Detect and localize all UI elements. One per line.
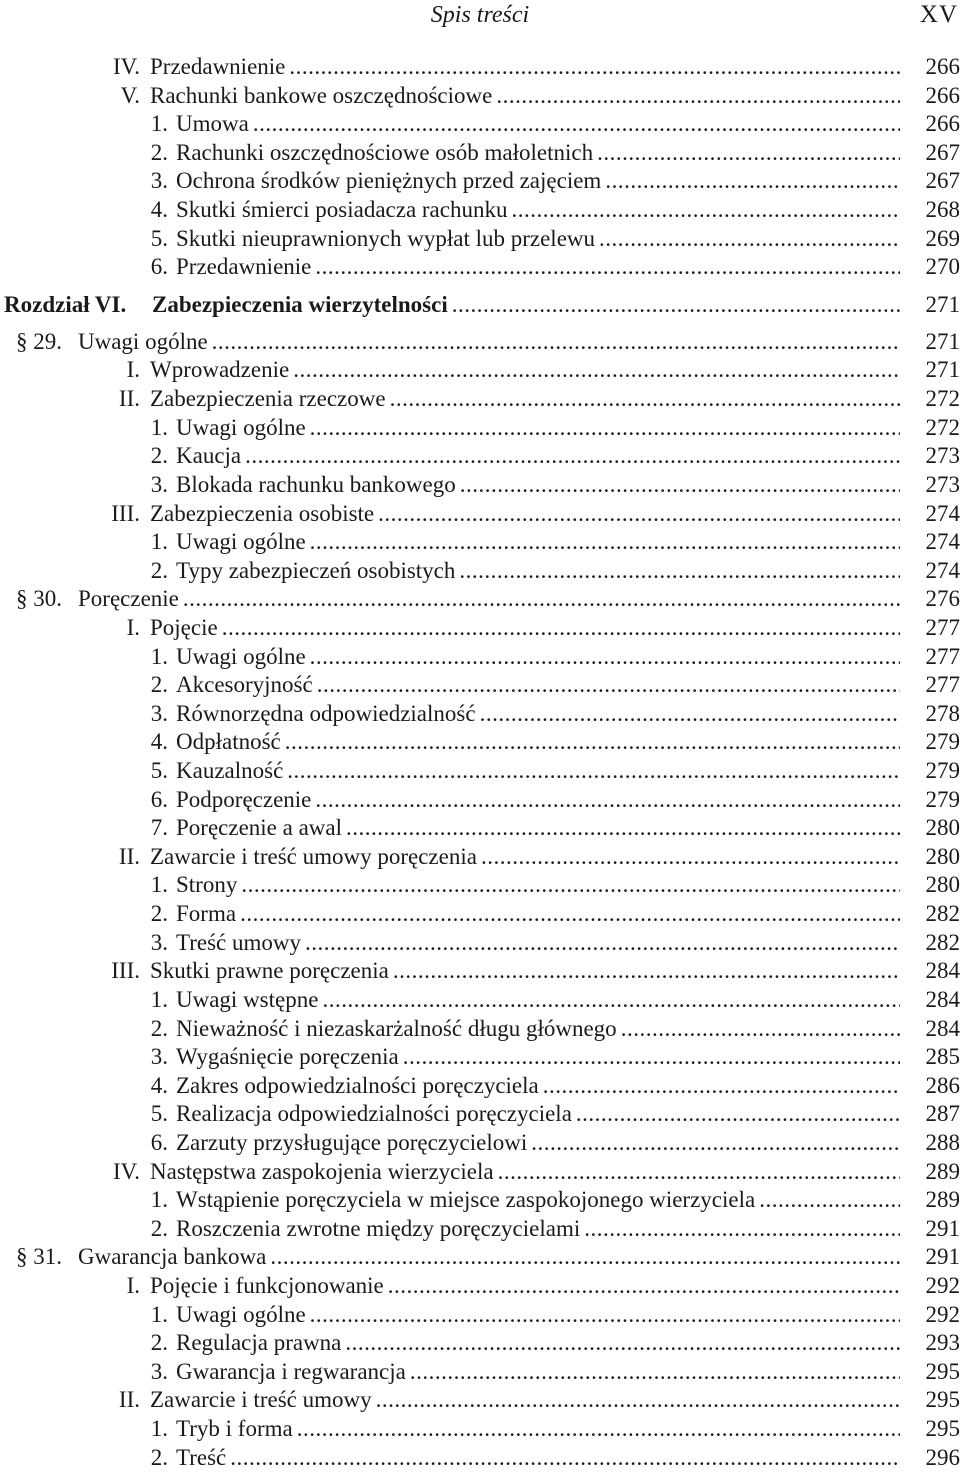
toc-entry [0, 139, 960, 168]
toc-entry-label: 3. [150, 700, 168, 726]
toc-entry-title: Równorzędna odpowiedzialność [176, 700, 476, 726]
toc-entry-title-with-leader [176, 1100, 900, 1129]
toc-entry-page: 272 [925, 414, 960, 440]
toc-entry-title-with-leader [78, 328, 900, 357]
toc-entry-title-with-leader [176, 442, 900, 471]
toc-entry-title-with-leader [176, 1186, 900, 1215]
dot-leader [496, 82, 900, 111]
toc-entry-title: Poręczenie [78, 586, 179, 612]
toc-entry-label: 6. [150, 786, 168, 812]
toc-entry-title: Realizacja odpowiedzialności poręczyciela [176, 1101, 572, 1127]
toc-entry-page: 267 [925, 168, 960, 194]
toc-entry-label: 3. [150, 471, 168, 497]
toc-entry-title: Uwagi ogólne [176, 643, 306, 669]
dot-leader [390, 385, 900, 414]
toc-entry-page: 295 [925, 1416, 960, 1442]
toc-entry-page: 279 [925, 786, 960, 812]
toc-entry-title: Uwagi ogólne [78, 328, 208, 354]
toc-entry-page: 291 [925, 1244, 960, 1270]
toc-entry-title: Kaucja [176, 443, 242, 469]
toc-entry-title-with-leader [150, 500, 900, 529]
dot-leader [305, 929, 900, 958]
toc-entry-label: 1. [150, 1416, 168, 1442]
toc-entry-title-with-leader [176, 253, 900, 282]
toc-entry-title-with-leader [176, 528, 900, 557]
toc-entry-page: 286 [925, 1072, 960, 1098]
toc-entry-label: § 30. [16, 586, 62, 612]
dot-leader [378, 500, 900, 529]
toc-entry [0, 53, 960, 82]
dot-leader [605, 167, 900, 196]
toc-entry-label: 4. [150, 729, 168, 755]
toc-entry-title: Roszczenia zwrotne między poręczycielami [176, 1215, 581, 1241]
toc-entry-page: 274 [925, 529, 960, 555]
toc-entry-title-with-leader [176, 414, 900, 443]
dot-leader [759, 1186, 900, 1215]
toc-entry [0, 282, 960, 328]
toc-entry [0, 700, 960, 729]
toc-entry-label: II. [118, 843, 140, 869]
toc-entry [0, 82, 960, 111]
toc-entry-title: Treść [176, 1444, 227, 1470]
page-number: XV [919, 1, 958, 28]
toc-entry-title: Pojęcie [150, 614, 218, 640]
toc-entry-label: 4. [150, 1072, 168, 1098]
dot-leader [481, 843, 900, 872]
toc-entry [0, 643, 960, 672]
toc-entry-title: Wygaśnięcie poręczenia [176, 1044, 399, 1070]
toc-entry-title: Blokada rachunku bankowego [176, 471, 456, 497]
dot-leader [480, 700, 900, 729]
toc-entry-title-with-leader [176, 471, 900, 500]
toc-entry-title: Kauzalność [176, 758, 284, 784]
toc-entry-title-with-leader [176, 671, 900, 700]
toc-entry-title: Pojęcie i funkcjonowanie [150, 1272, 384, 1298]
toc-entry-title-with-leader [176, 1215, 900, 1244]
toc-entry-title: Następstwa zaspokojenia wierzyciela [150, 1158, 494, 1184]
toc-entry [0, 225, 960, 254]
dot-leader [293, 356, 900, 385]
toc-entry-label: 2. [150, 1015, 168, 1041]
toc-entry [0, 557, 960, 586]
toc-entry-label: 3. [150, 168, 168, 194]
toc-entry [0, 986, 960, 1015]
dot-leader [322, 986, 900, 1015]
toc-entry [0, 814, 960, 843]
toc-entry-title: Ochrona środków pieniężnych przed zajęciem [176, 168, 602, 194]
toc-entry-page: 291 [925, 1215, 960, 1241]
toc-entry-title: Wprowadzenie [150, 357, 290, 383]
toc-entry [0, 110, 960, 139]
dot-leader [310, 414, 900, 443]
toc-entry-title-with-leader [176, 139, 900, 168]
dot-leader [183, 585, 900, 614]
toc-entry-title-with-leader [176, 1043, 900, 1072]
toc-entry-label: § 29. [16, 328, 62, 354]
page-header [0, 0, 960, 34]
dot-leader [315, 253, 900, 282]
toc-entry-title: Przedawnienie [150, 54, 286, 79]
dot-leader [253, 110, 900, 139]
toc-entry-title: Typy zabezpieczeń osobistych [176, 557, 456, 583]
toc-entry [0, 1129, 960, 1158]
toc-entry-label: 2. [150, 1330, 168, 1356]
toc-entry-label: 1. [150, 643, 168, 669]
toc-entry [0, 1329, 960, 1358]
dot-leader [310, 1301, 900, 1330]
toc-entry-page: 295 [925, 1387, 960, 1413]
toc-entry-title-with-leader [78, 585, 900, 614]
dot-leader [285, 728, 900, 757]
toc-entry-title-with-leader [150, 82, 900, 111]
toc-entry-title-with-leader [150, 53, 900, 82]
toc-entry-title-with-leader [176, 196, 900, 225]
dot-leader [576, 1100, 900, 1129]
toc-entry-page: 276 [925, 586, 960, 612]
toc-entry-page: 274 [925, 500, 960, 526]
toc-entry-title: Zarzuty przysługujące poręczycielowi [176, 1129, 528, 1155]
toc-entry-title: Akcesoryjność [176, 672, 313, 698]
toc-entry [0, 1243, 960, 1272]
toc-entry-label: 5. [150, 758, 168, 784]
toc-entry [0, 1015, 960, 1044]
toc-entry-title-with-leader [176, 786, 900, 815]
toc-entry-title: Uwagi ogólne [176, 1301, 306, 1327]
dot-leader [310, 528, 900, 557]
toc-entry-title-with-leader [150, 843, 900, 872]
toc-entry-page: 280 [925, 815, 960, 841]
toc-entry-title-with-leader [176, 814, 900, 843]
toc-entry-title-with-leader [176, 110, 900, 139]
toc-entry-page: 266 [925, 111, 960, 137]
toc-entry-page: 289 [925, 1187, 960, 1213]
toc-entry-title-with-leader [176, 871, 900, 900]
toc-entry-title: Zabezpieczenia rzeczowe [150, 386, 386, 412]
dot-leader [241, 871, 900, 900]
toc-entry-label: I. [126, 1272, 140, 1298]
toc-entry-page: 292 [925, 1301, 960, 1327]
toc-entry-title: Zabezpieczenia wierzytelności [152, 291, 448, 317]
toc-entry [0, 1301, 960, 1330]
toc-entry-title: Poręczenie a awal [176, 815, 343, 841]
toc-entry-title-with-leader [150, 356, 900, 385]
toc-entry-title-with-leader [176, 929, 900, 958]
toc-entry-label: 1. [150, 111, 168, 137]
toc-entry-page: 285 [925, 1044, 960, 1070]
dot-leader [212, 328, 900, 357]
dot-leader [230, 1444, 900, 1472]
toc-entry-label: § 31. [16, 1244, 62, 1270]
toc-entry-page: 270 [925, 254, 960, 280]
toc-entry-title: Wstąpienie poręczyciela w miejsce zaspokojonego wierzyciela [176, 1187, 756, 1213]
toc-entry [0, 385, 960, 414]
toc-entry-title-with-leader [150, 1386, 900, 1415]
toc-entry [0, 929, 960, 958]
toc-entry [0, 1043, 960, 1072]
toc-entry-title-with-leader [176, 1015, 900, 1044]
toc-entry-page: 273 [925, 443, 960, 469]
toc-entry-label: III. [111, 500, 140, 526]
toc-entry [0, 957, 960, 986]
toc-entry-title-with-leader [150, 1272, 900, 1301]
dot-leader [310, 643, 900, 672]
dot-leader [531, 1129, 900, 1158]
toc-entry-title-with-leader [176, 728, 900, 757]
toc-entry-title: Tryb i forma [176, 1416, 293, 1442]
toc-entry [0, 871, 960, 900]
toc-entry-page: 267 [925, 139, 960, 165]
dot-leader [345, 1329, 900, 1358]
toc-entry-title: Rachunki oszczędnościowe osób małoletnich [176, 139, 594, 165]
toc-entry-label: 2. [150, 1444, 168, 1470]
toc-entry-page: 289 [925, 1158, 960, 1184]
toc-entry-page: 280 [925, 872, 960, 898]
toc-entry-title-with-leader [150, 1158, 900, 1187]
toc-entry-label: I. [126, 357, 140, 383]
toc-entry-page: 273 [925, 471, 960, 497]
toc-entry-label: 7. [150, 815, 168, 841]
toc-entry-title: Skutki prawne poręczenia [150, 958, 389, 984]
toc-entry-label: 5. [150, 225, 168, 251]
toc-entry-label: 4. [150, 197, 168, 223]
dot-leader [346, 814, 900, 843]
toc-entry-title: Zabezpieczenia osobiste [150, 500, 375, 526]
dot-leader [403, 1043, 900, 1072]
toc-entry [0, 167, 960, 196]
toc-entry-page: 279 [925, 729, 960, 755]
toc-entry-page: 282 [925, 901, 960, 927]
toc-entry-page: 278 [925, 700, 960, 726]
toc-entry [0, 328, 960, 357]
toc-entry-title: Zawarcie i treść umowy [150, 1387, 372, 1413]
toc-entry [0, 671, 960, 700]
toc-entry-title: Odpłatność [176, 729, 281, 755]
toc-entry-title: Uwagi ogólne [176, 414, 306, 440]
dot-leader [240, 900, 900, 929]
toc-entry-label: I. [126, 614, 140, 640]
toc-entry-label: 6. [150, 1129, 168, 1155]
dot-leader [543, 1072, 900, 1101]
toc-entry-page: 269 [925, 225, 960, 251]
toc-entry [0, 1444, 960, 1472]
toc-entry-label: 2. [150, 901, 168, 927]
toc-entry-title-with-leader [150, 614, 900, 643]
toc-entry [0, 1215, 960, 1244]
toc-entry-page: 279 [925, 758, 960, 784]
toc-entry-label: II. [118, 386, 140, 412]
dot-leader [222, 614, 900, 643]
toc-entry-title-with-leader [152, 282, 900, 328]
dot-leader [315, 786, 900, 815]
toc-entry-title: Umowa [176, 111, 249, 137]
toc-entry-title: Regulacja prawna [176, 1330, 342, 1356]
table-of-contents [0, 53, 960, 1472]
dot-leader [621, 1015, 900, 1044]
toc-entry-label: 3. [150, 1044, 168, 1070]
toc-entry-title-with-leader [176, 1301, 900, 1330]
toc-entry-title-with-leader [176, 1358, 900, 1387]
dot-leader [459, 557, 900, 586]
toc-entry-page: 271 [925, 328, 960, 354]
toc-entry-title: Uwagi wstępne [176, 986, 319, 1012]
toc-entry-label: 2. [150, 443, 168, 469]
toc-entry-label: V. [120, 82, 140, 108]
toc-entry-title: Rachunki bankowe oszczędnościowe [150, 82, 493, 108]
dot-leader [376, 1386, 900, 1415]
dot-leader [460, 471, 900, 500]
toc-entry-page: 292 [925, 1272, 960, 1298]
dot-leader [498, 1158, 900, 1187]
toc-entry-title-with-leader [176, 900, 900, 929]
toc-entry-title-with-leader [176, 1072, 900, 1101]
dot-leader [511, 196, 900, 225]
toc-entry-label: 1. [150, 986, 168, 1012]
dot-leader [245, 442, 900, 471]
toc-entry [0, 585, 960, 614]
toc-entry-title-with-leader [176, 643, 900, 672]
toc-entry-page: 284 [925, 986, 960, 1012]
toc-entry-page: 288 [925, 1129, 960, 1155]
toc-entry-title-with-leader [176, 757, 900, 786]
toc-entry [0, 528, 960, 557]
toc-entry [0, 1415, 960, 1444]
toc-entry-title-with-leader [176, 167, 900, 196]
toc-entry-title-with-leader [176, 225, 900, 254]
dot-leader [388, 1272, 900, 1301]
toc-entry [0, 614, 960, 643]
toc-entry-title-with-leader [176, 986, 900, 1015]
toc-entry-title: Skutki nieuprawnionych wypłat lub przelewu [176, 225, 596, 251]
toc-entry-title: Skutki śmierci posiadacza rachunku [176, 197, 508, 223]
toc-entry-label: II. [118, 1387, 140, 1413]
dot-leader [287, 757, 900, 786]
toc-entry [0, 1272, 960, 1301]
toc-entry-title: Gwarancja bankowa [78, 1244, 267, 1270]
toc-entry [0, 900, 960, 929]
dot-leader [599, 225, 900, 254]
toc-entry [0, 471, 960, 500]
toc-entry-label: IV. [112, 54, 140, 79]
toc-entry-label: 6. [150, 254, 168, 280]
toc-entry-page: 271 [925, 357, 960, 383]
toc-entry-page: 296 [925, 1444, 960, 1470]
toc-entry-title-with-leader [176, 557, 900, 586]
toc-entry-label: 3. [150, 929, 168, 955]
toc-entry-title: Podporęczenie [176, 786, 312, 812]
toc-entry [0, 253, 960, 282]
toc-entry-title: Zakres odpowiedzialności poręczyciela [176, 1072, 539, 1098]
toc-entry-label: 1. [150, 529, 168, 555]
toc-entry-label: 1. [150, 1187, 168, 1213]
toc-entry-label: III. [111, 958, 140, 984]
toc-entry-label: IV. [112, 1158, 140, 1184]
dot-leader [410, 1358, 900, 1387]
toc-entry-page: 268 [925, 197, 960, 223]
toc-entry [0, 843, 960, 872]
dot-leader [317, 671, 900, 700]
toc-entry-label: 2. [150, 672, 168, 698]
toc-entry-title-with-leader [176, 1444, 900, 1472]
toc-entry [0, 1358, 960, 1387]
toc-entry [0, 1386, 960, 1415]
dot-leader [452, 282, 900, 328]
toc-entry-title-with-leader [176, 1415, 900, 1444]
toc-entry-page: 277 [925, 672, 960, 698]
toc-entry-title: Gwarancja i regwarancja [176, 1358, 406, 1384]
toc-entry-title: Forma [176, 901, 237, 927]
dot-leader [289, 53, 900, 82]
toc-entry-title: Przedawnienie [176, 254, 312, 280]
dot-leader [270, 1243, 900, 1272]
toc-entry-label: 1. [150, 414, 168, 440]
toc-entry-page: 295 [925, 1358, 960, 1384]
toc-entry-label: 1. [150, 1301, 168, 1327]
toc-entry [0, 442, 960, 471]
toc-entry-title-with-leader [150, 385, 900, 414]
toc-entry-title-with-leader [176, 700, 900, 729]
toc-entry-page: 272 [925, 386, 960, 412]
toc-entry-label: 5. [150, 1101, 168, 1127]
toc-entry-page: 282 [925, 929, 960, 955]
toc-entry-label: 2. [150, 139, 168, 165]
toc-entry [0, 786, 960, 815]
toc-entry-page: 274 [925, 557, 960, 583]
toc-entry-title: Treść umowy [176, 929, 302, 955]
toc-entry-title: Nieważność i niezaskarżalność długu głównego [176, 1015, 617, 1041]
toc-entry-label: 2. [150, 557, 168, 583]
toc-entry-title-with-leader [150, 957, 900, 986]
toc-entry-page: 293 [925, 1330, 960, 1356]
toc-entry-label: 1. [150, 872, 168, 898]
dot-leader [597, 139, 900, 168]
toc-entry-title: Strony [176, 872, 238, 898]
toc-entry [0, 757, 960, 786]
toc-entry-title-with-leader [78, 1243, 900, 1272]
toc-entry-page: 280 [925, 843, 960, 869]
toc-entry-page: 266 [925, 54, 960, 79]
dot-leader [297, 1415, 900, 1444]
toc-entry [0, 1072, 960, 1101]
toc-entry [0, 1100, 960, 1129]
toc-entry-page: 284 [925, 1015, 960, 1041]
toc-entry [0, 356, 960, 385]
toc-entry-title-with-leader [176, 1129, 900, 1158]
toc-entry-page: 287 [925, 1101, 960, 1127]
toc-entry-page: 266 [925, 82, 960, 108]
toc-entry [0, 500, 960, 529]
toc-entry [0, 1186, 960, 1215]
toc-entry-title: Zawarcie i treść umowy poręczenia [150, 843, 477, 869]
toc-entry-label: Rozdział VI. [4, 291, 127, 317]
toc-entry [0, 728, 960, 757]
toc-entry [0, 414, 960, 443]
toc-entry-page: 277 [925, 614, 960, 640]
toc-entry-page: 284 [925, 958, 960, 984]
toc-entry [0, 196, 960, 225]
toc-entry-page: 271 [925, 291, 960, 317]
toc-entry-title-with-leader [176, 1329, 900, 1358]
toc-entry-page: 277 [925, 643, 960, 669]
running-title: Spis treści [430, 2, 530, 28]
toc-entry-label: 3. [150, 1358, 168, 1384]
toc-entry-label: 2. [150, 1215, 168, 1241]
toc-entry-title: Uwagi ogólne [176, 529, 306, 555]
dot-leader [393, 957, 900, 986]
toc-entry [0, 1158, 960, 1187]
dot-leader [584, 1215, 900, 1244]
